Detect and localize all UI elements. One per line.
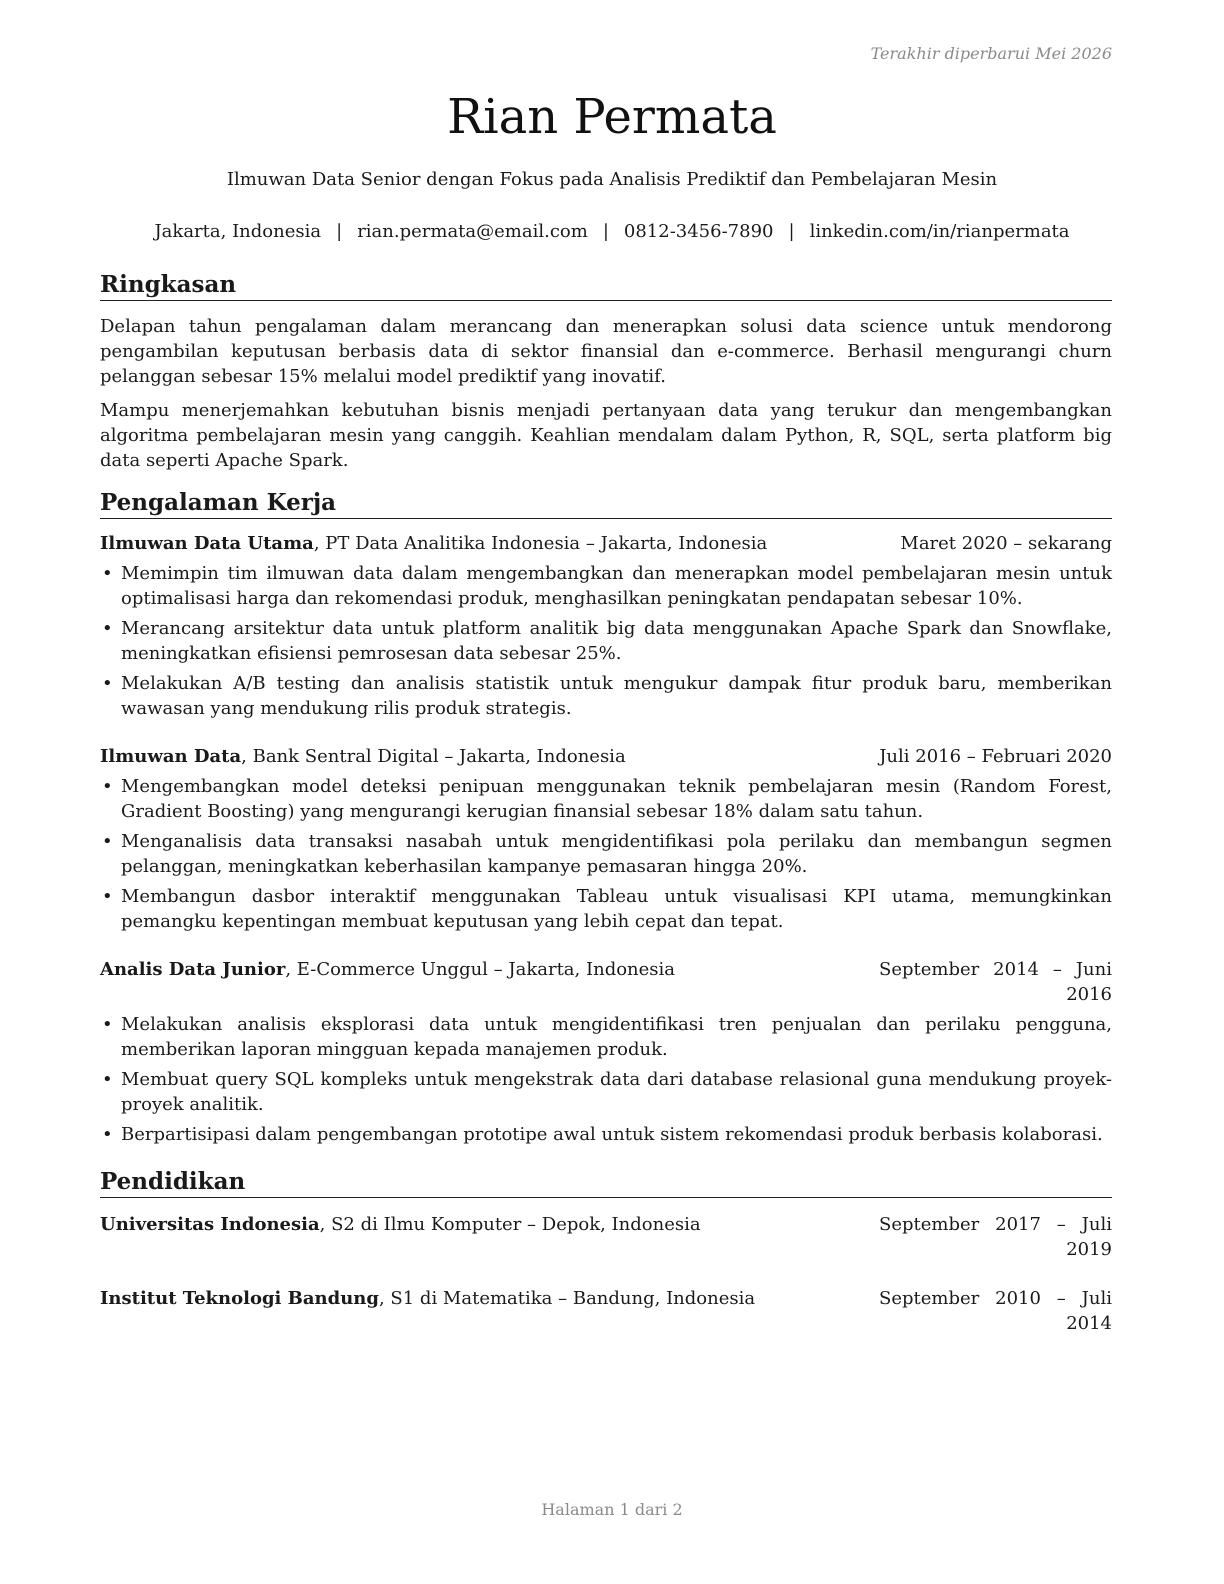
education-entry <box>100 1286 1112 1336</box>
candidate-name: Rian Permata <box>447 89 777 145</box>
list-item: • Melakukan analisis eksplorasi data untuk mengidentifikasi tren penjualan dan perilaku pengguna, memberikan laporan mingguan kepada manajemen produk. <box>100 1012 1112 1062</box>
list-item: • Membuat query SQL kompleks untuk mengekstrak data dari database relasional guna mendukung proyek-proyek analitik. <box>100 1067 1112 1117</box>
job-company: , Bank Sentral Digital – Jakarta, Indonesia <box>241 746 626 767</box>
contact-separator: | <box>788 221 795 242</box>
education-school: Institut Teknologi Bandung <box>100 1288 379 1309</box>
education-school: Universitas Indonesia <box>100 1214 320 1235</box>
list-item: • Merancang arsitektur data untuk platform analitik big data menggunakan Apache Spark dan Snowflake, meningkatkan efisiensi pemrosesan data sebesar 25%. <box>100 616 1112 666</box>
job-entry <box>100 744 1112 934</box>
job-date: Maret 2020 – sekarang <box>900 533 1112 554</box>
education-section <box>100 1167 1112 1336</box>
job-date: September 2014 – Juni 2016 <box>879 959 1112 1005</box>
experience-section <box>100 488 1112 1152</box>
job-header <box>100 744 1112 769</box>
list-item: • Melakukan A/B testing dan analisis statistik untuk mengukur dampak fitur produk baru, memberikan wawasan yang mendukung rilis produk strategis. <box>100 671 1112 721</box>
list-item: • Memimpin tim ilmuwan data dalam mengembangkan dan menerapkan model pembelajaran mesin untuk optimalisasi harga dan rekomendasi produk, menghasilkan peningkatan pendapatan sebesar 10%. <box>100 561 1112 611</box>
list-item: • Mengembangkan model deteksi penipuan menggunakan teknik pembelajaran mesin (Random Forest, Gradient Boosting) yang mengurangi kerugian finansial sebesar 18% dalam satu tahun. <box>100 774 1112 824</box>
list-item: • Menganalisis data transaksi nasabah untuk mengidentifikasi pola perilaku dan membangun segmen pelanggan, meningkatkan keberhasilan kampanye pemasaran hingga 20%. <box>100 829 1112 879</box>
page-number: Halaman 1 dari 2 <box>541 1500 683 1519</box>
list-item: • Membangun dasbor interaktif menggunakan Tableau untuk visualisasi KPI utama, memungkinkan pemangku kepentingan membuat keputusan yang lebih cepat dan tepat. <box>100 884 1112 934</box>
job-company: , PT Data Analitika Indonesia – Jakarta, Indonesia <box>313 533 768 554</box>
contact-phone: 0812-3456-7890 <box>623 221 774 242</box>
contact-linkedin[interactable]: linkedin.com/in/rianpermata <box>809 221 1070 242</box>
job-role: Ilmuwan Data Utama <box>100 533 314 554</box>
contact-email[interactable]: rian.permata@email.com <box>357 221 588 242</box>
education-date: September 2017 – Juli 2019 <box>879 1214 1112 1260</box>
job-role: Ilmuwan Data <box>100 746 242 767</box>
section-title: Pendidikan <box>100 1167 1112 1198</box>
candidate-tagline: Ilmuwan Data Senior dengan Fokus pada Analisis Prediktif dan Pembelajaran Mesin <box>226 169 998 190</box>
education-date: September 2010 – Juli 2014 <box>879 1288 1112 1334</box>
education-degree: , S2 di Ilmu Komputer – Depok, Indonesia <box>319 1214 701 1235</box>
job-bullets <box>100 774 1112 934</box>
last-updated-note: Terakhir diperbarui Mei 2026 <box>870 44 1112 63</box>
summary-paragraph: Delapan tahun pengalaman dalam merancang dan menerapkan solusi data science untuk mendorong pengambilan keputusan berbasis data di sektor finansial dan e-commerce. Berhasil mengurangi churn pelanggan sebesar 15% melalui model prediktif yang inovatif. <box>100 316 1112 387</box>
job-bullets <box>100 561 1112 721</box>
education-entry <box>100 1212 1112 1262</box>
job-header <box>100 957 1112 1007</box>
job-entry <box>100 531 1112 721</box>
job-bullets <box>100 1012 1112 1147</box>
contact-line <box>0 219 1224 245</box>
section-title: Pengalaman Kerja <box>100 488 1112 519</box>
contact-separator: | <box>602 221 609 242</box>
job-date: Juli 2016 – Februari 2020 <box>879 746 1112 767</box>
job-company: , E-Commerce Unggul – Jakarta, Indonesia <box>285 959 676 980</box>
section-title: Ringkasan <box>100 270 1112 301</box>
contact-location: Jakarta, Indonesia <box>154 221 322 242</box>
summary-section <box>100 270 1112 473</box>
contact-separator: | <box>336 221 343 242</box>
job-entry <box>100 957 1112 1147</box>
summary-paragraph: Mampu menerjemahkan kebutuhan bisnis menjadi pertanyaan data yang terukur dan mengembangkan algoritma pembelajaran mesin yang canggih. Keahlian mendalam dalam Python, R, SQL, serta platform big data seperti Apache Spark. <box>100 400 1112 471</box>
education-degree: , S1 di Matematika – Bandung, Indonesia <box>378 1288 756 1309</box>
list-item: • Berpartisipasi dalam pengembangan prototipe awal untuk sistem rekomendasi produk berbasis kolaborasi. <box>100 1122 1112 1147</box>
job-role: Analis Data Junior <box>100 959 286 980</box>
job-header <box>100 531 1112 556</box>
